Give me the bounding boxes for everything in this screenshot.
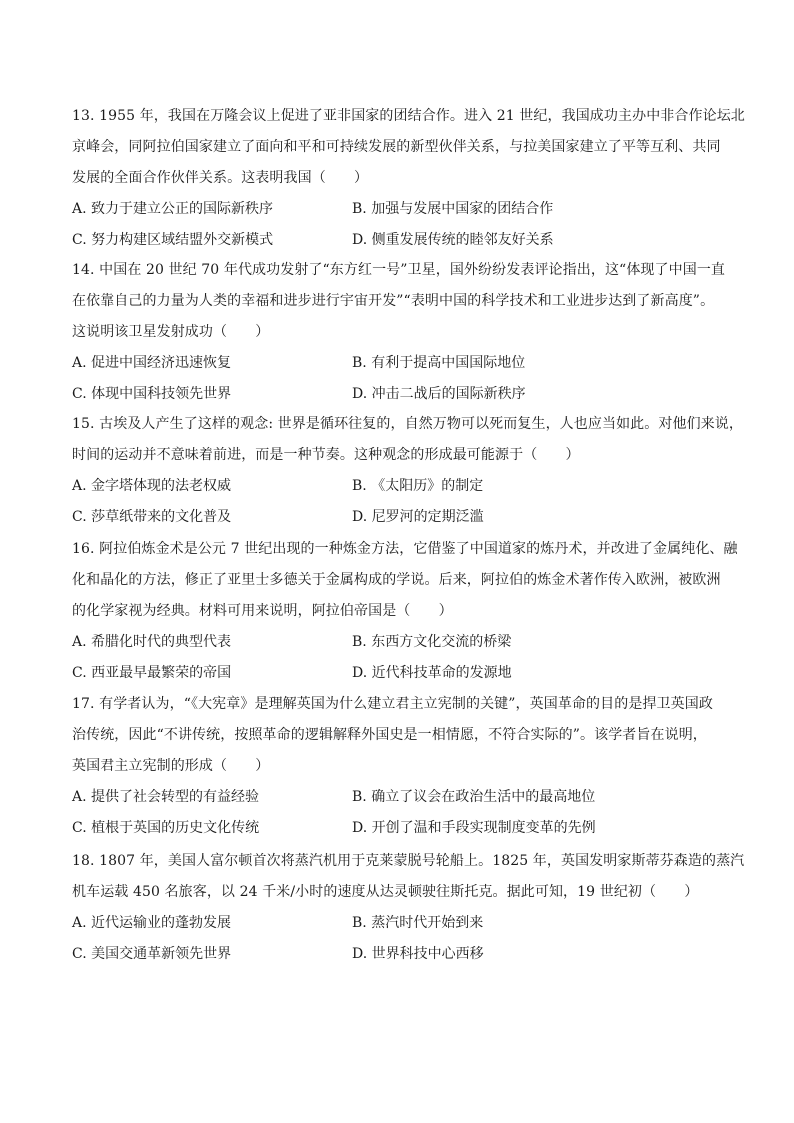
options-grid [72, 627, 732, 689]
question-text-line: 17. 有学者认为，“《大宪章》是理解英国为什么建立君主立宪制的关键”，英国革命的目的是捍卫英国政 [72, 696, 713, 712]
option-b: B. 确立了议会在政治生活中的最高地位 [352, 789, 596, 805]
question-text-line: 时间的运动并不意味着前进，而是一种节奏。这种观念的形成最可能源于（ ） [72, 447, 580, 463]
question-text-line: 18. 1807 年，美国人富尔顿首次将蒸汽机用于克莱蒙脱号轮船上。1825 年，英国发明家斯蒂芬森造的蒸汽 [72, 853, 745, 869]
option-b: B. 蒸汽时代开始到来 [352, 915, 484, 931]
question-14 [72, 255, 732, 410]
options-grid [72, 782, 732, 844]
option-c: C. 体现中国科技领先世界 [72, 386, 232, 402]
question-text-line: 在依靠自己的力量为人类的幸福和进步进行宇宙开发”“表明中国的科学技术和工业进步达到了新高度”。 [72, 293, 715, 309]
question-text-line: 发展的全面合作伙伴关系。这表明我国（ ） [72, 170, 369, 186]
question-17 [72, 689, 732, 844]
question-text-line: 的化学家视为经典。材料可用来说明，阿拉伯帝国是（ ） [72, 603, 453, 619]
option-d: D. 开创了温和手段实现制度变革的先例 [352, 820, 596, 836]
option-c: C. 努力构建区域结盟外交新模式 [72, 232, 274, 248]
question-16 [72, 534, 738, 689]
question-18 [72, 846, 745, 970]
question-text-line: 治传统，因此“不讲传统，按照革命的逻辑解释外国史是一相情愿，不符合实际的”。该学者旨在说明， [72, 727, 707, 743]
question-text-line: 这说明该卫星发射成功（ ） [72, 324, 270, 340]
option-a: A. 希腊化时代的典型代表 [72, 634, 232, 650]
question-text-line: 16. 阿拉伯炼金术是公元 7 世纪出现的一种炼金方法，它借鉴了中国道家的炼丹术，并改进了金属纯化、融 [72, 541, 738, 557]
option-a: A. 近代运输业的蓬勃发展 [72, 915, 232, 931]
question-15 [72, 409, 743, 533]
question-text-line: 英国君主立宪制的形成（ ） [72, 758, 270, 774]
option-d: D. 尼罗河的定期泛滥 [352, 509, 484, 525]
options-grid [72, 908, 732, 970]
option-d: D. 冲击二战后的国际新秩序 [352, 386, 526, 402]
option-b: B. 东西方文化交流的桥梁 [352, 634, 512, 650]
question-text-line: 机车运载 450 名旅客，以 24 千米/小时的速度从达灵顿驶往斯托克。据此可知，19 世纪初（ ） [72, 884, 699, 900]
question-text-line: 14. 中国在 20 世纪 70 年代成功发射了“东方红一号”卫星，国外纷纷发表评论指出，这“体现了中国一直 [72, 262, 726, 278]
option-b: B. 《太阳历》的制定 [352, 478, 484, 494]
options-grid [72, 194, 732, 256]
options-grid [72, 348, 732, 410]
option-d: D. 侧重发展传统的睦邻友好关系 [352, 232, 554, 248]
option-a: A. 金字塔体现的法老权威 [72, 478, 232, 494]
option-d: D. 近代科技革命的发源地 [352, 665, 512, 681]
options-grid [72, 471, 732, 533]
option-b: B. 加强与发展中国家的团结合作 [352, 201, 554, 217]
question-13 [72, 101, 745, 256]
question-text-line: 13. 1955 年，我国在万隆会议上促进了亚非国家的团结合作。进入 21 世纪，我国成功主办中非合作论坛北 [72, 108, 745, 124]
question-text-line: 15. 古埃及人产生了这样的观念: 世界是循环往复的，自然万物可以死而复生，人也应当如此。对他们来说， [72, 416, 743, 432]
option-a: A. 促进中国经济迅速恢复 [72, 355, 232, 371]
option-c: C. 莎草纸带来的文化普及 [72, 509, 232, 525]
option-b: B. 有利于提高中国国际地位 [352, 355, 526, 371]
question-text-line: 化和晶化的方法，修正了亚里士多德关于金属构成的学说。后来，阿拉伯的炼金术著作传入欧洲，被欧洲 [72, 572, 721, 588]
option-c: C. 美国交通革新领先世界 [72, 946, 232, 962]
option-a: A. 致力于建立公正的国际新秩序 [72, 201, 274, 217]
option-c: C. 西亚最早最繁荣的帝国 [72, 665, 232, 681]
option-a: A. 提供了社会转型的有益经验 [72, 789, 260, 805]
option-c: C. 植根于英国的历史文化传统 [72, 820, 260, 836]
question-text-line: 京峰会，同阿拉伯国家建立了面向和平和可持续发展的新型伙伴关系，与拉美国家建立了平等互利、共同 [72, 139, 721, 155]
option-d: D. 世界科技中心西移 [352, 946, 484, 962]
